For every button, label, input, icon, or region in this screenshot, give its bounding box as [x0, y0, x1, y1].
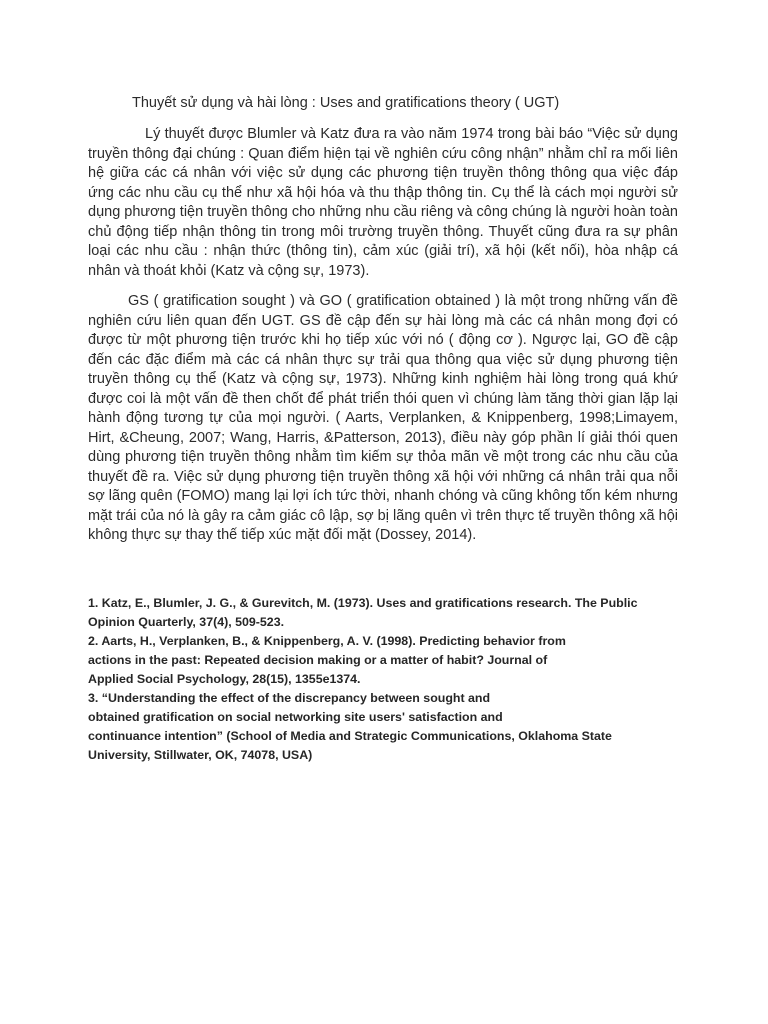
reference-line: University, Stillwater, OK, 74078, USA) — [88, 748, 313, 762]
reference-line: continuance intention” (School of Media and Strategic Communications, Oklahoma State — [88, 729, 612, 743]
reference-line: 3. “Understanding the effect of the discrepancy between sought and — [88, 691, 491, 705]
reference-line: Opinion Quarterly, 37(4), 509-523. — [88, 615, 285, 629]
reference-line: 2. Aarts, H., Verplanken, B., & Knippenberg, A. V. (1998). Predicting behavior from — [88, 634, 566, 648]
reference-line: actions in the past: Repeated decision making or a matter of habit? Journal of — [88, 653, 548, 667]
reference-line: Applied Social Psychology, 28(15), 1355e1374. — [88, 672, 361, 686]
references-list — [88, 594, 688, 765]
reference-line: obtained gratification on social networking site users' satisfaction and — [88, 710, 503, 724]
document-title: Thuyết sử dụng và hài lòng : Uses and gratifications theory ( UGT) — [132, 95, 560, 111]
paragraph-ugt-definition: Lý thuyết được Blumler và Katz đưa ra vào năm 1974 trong bài báo “Việc sử dụng truyền thông đại chúng : Quan điểm hiện tại về nghiên cứu công nhận” nhằm chỉ ra mối liên hệ giữa các cá nhân với việc sử dụng các phương tiện truyền thông thông qua việc đáp ứng các nhu cầu cụ thể như xã hội hóa và thu thập thông tin. Cụ thể là cách mọi người sử dụng phương tiện truyền thông cho những nhu cầu riêng và công chúng là người hoàn toàn chủ động tiếp nhận thông tin trong môi trường truyền thông. Thuyết cũng đưa ra sự phân loại các nhu cầu : nhận thức (thông tin), cảm xúc (giải trí), xã hội (kết nối), hòa nhập cá nhân và thoát khỏi (Katz và cộng sự, 1973). — [88, 126, 678, 279]
paragraph-gs-go: GS ( gratification sought ) và GO ( gratification obtained ) là một trong những vấn đề nghiên cứu liên quan đến UGT. GS đề cập đến sự hài lòng mà các cá nhân mong đợi có được từ một phương tiện trước khi họ tiếp xúc với nó ( động cơ ). Ngược lại, GO đề cập đến các đặc điểm mà các cá nhân thực sự trải qua thông qua việc sử dụng phương tiện truyền thông cụ thể (Katz và cộng sự, 1973). Những kinh nghiệm hài lòng trong quá khứ được coi là một vấn đề then chốt để phát triển thói quen vì chúng làm tăng thời gian lặp lại hành động tương tự của mọi người. ( Aarts, Verplanken, & Knippenberg, 1998;Limayem, Hirt, &Cheung, 2007; Wang, Harris, &Patterson, 2013), điều này góp phần lí giải thói quen dùng phương tiện truyền thông nhằm tìm kiếm sự thỏa mãn về một trong các nhu cầu của thuyết đề ra. Việc sử dụng phương tiện truyền thông xã hội với những cá nhân trải qua nỗi sợ lãng quên (FOMO) mang lại lợi ích tức thời, nhanh chóng và cũng không tốn kém nhưng mặt trái của nó là gây ra cảm giác cô lập, sợ bị lãng quên vì trên thực tế truyền thông xã hội không thực sự thay thế tiếp xúc mặt đối mặt (Dossey, 2014). — [88, 293, 678, 543]
reference-line: 1. Katz, E., Blumler, J. G., & Gurevitch, M. (1973). Uses and gratifications research. The Public — [88, 596, 638, 610]
